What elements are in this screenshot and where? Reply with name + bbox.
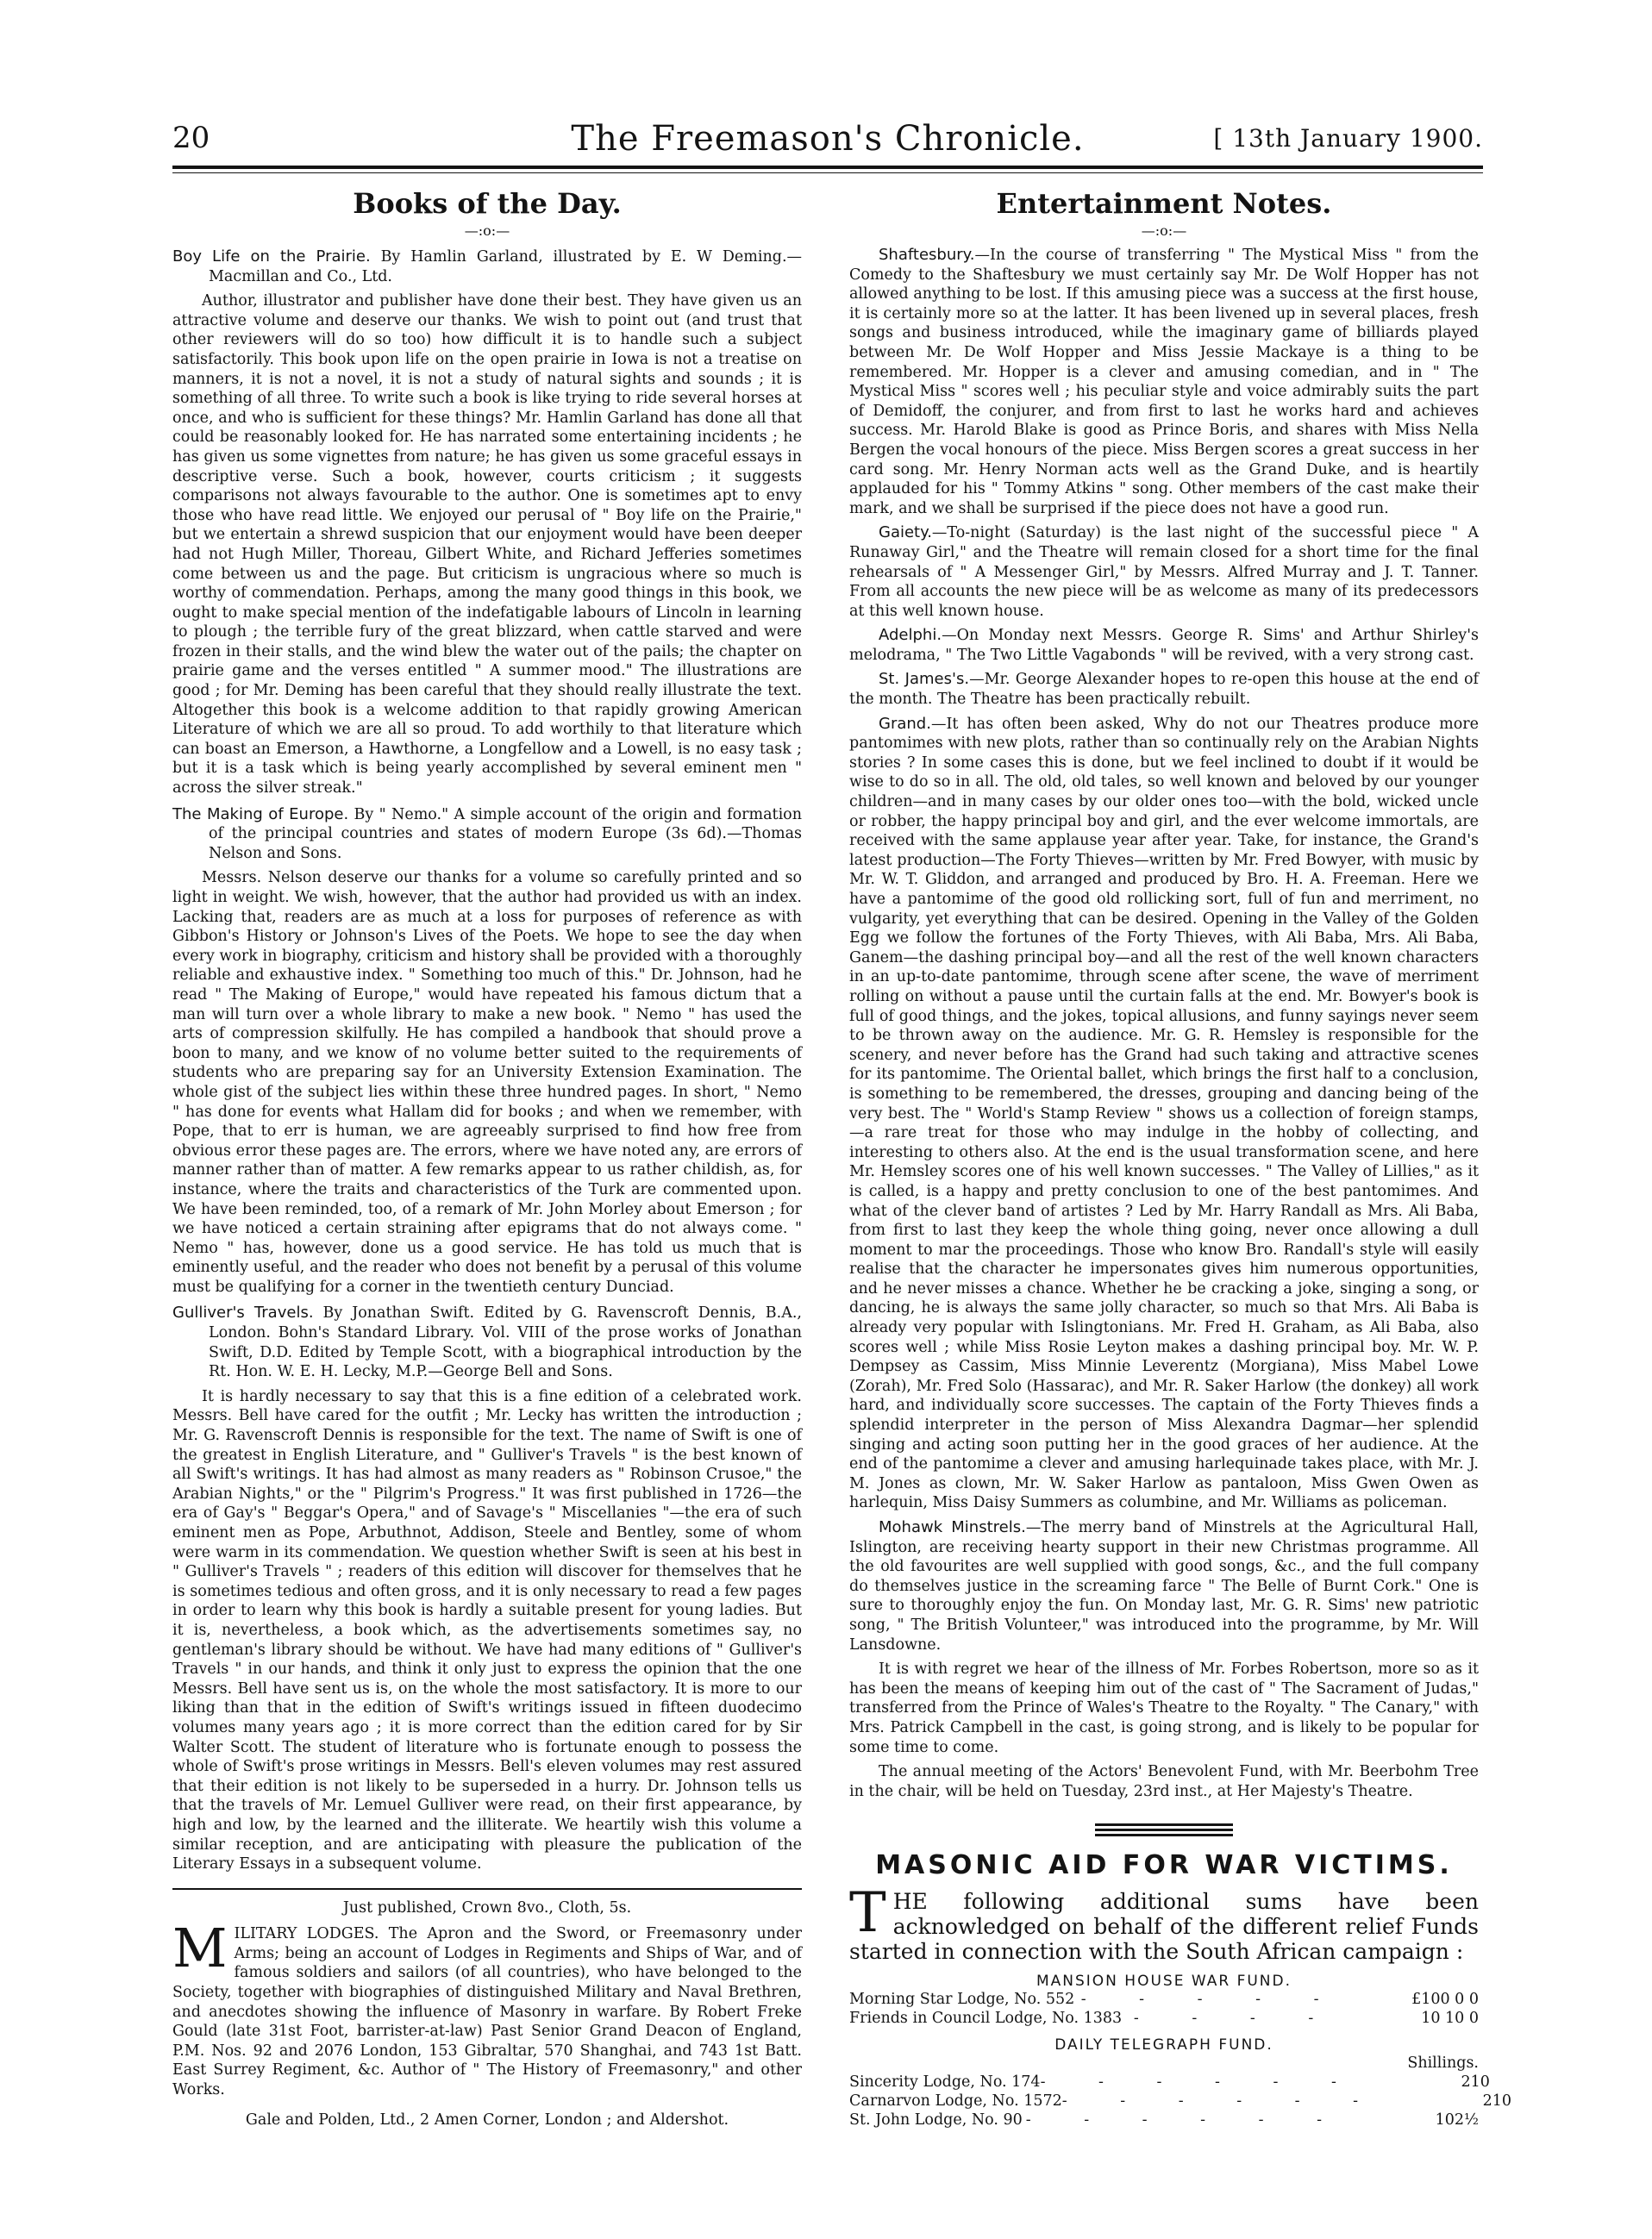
entertainment-heading: Entertainment Notes. xyxy=(996,187,1332,220)
books-separator: —:o:— xyxy=(464,222,510,239)
book-review: Author, illustrator and publisher have done their best. They have given us an attractive volume and deserve our thanks. We wish to point out (and trust that other reviewers will do so too) how difficult it is to handle such a subject satisfactorily. This book upon life on the open prairie in Iowa is not a treatise on manners, it is not a novel, it is not a study of natural sights and sounds ; it is something of all three. To write such a book is like trying to ride several horses at once, and who is sufficient for these things? Mr. Hamlin Garland has done all that could be reasonably looked for. He has narrated some entertaining incidents ; he has given us some vignettes from nature; he has given us some graceful essays in descriptive verse. Such a book, however, courts criticism ; it suggests comparisons not always favourable to the author. One is sometimes apt to envy those who have read little. We enjoyed our perusal of " Boy life on the Prairie," but we entertain a shrewd suspicion that our enjoyment would have been deeper had not Hugh Miller, Thoreau, Gilbert White, and Richard Jefferies sometimes come between us and the page. But criticism is ungracious where so much is worthy of commendation. Perhaps, among the many good things in this book, we ought to make special mention of the indefatigable labours of Lincoln in learning to plough ; the terrible fury of the great blizzard, when cattle starved and were frozen in their stalls, and the wind blew the water out of the pails; the chapter on prairie game and the verses entitled " A summer mood." The illustrations are good ; for Mr. Deming has been careful that they should really illustrate the text. Altogether this book is a welcome addition to that rapidly growing American Literature of which we are all so proud. To add worthily to that literature which can boast an Emerson, a Hawthorne, a Longfellow and a Lowell, is no easy task ; but it is a task which is being yearly accomplished by several eminent men " across the silver streak." xyxy=(172,292,802,797)
donation-amount: 210 xyxy=(1461,2073,1490,2092)
leader-dots: - - - - - - xyxy=(1040,2073,1361,2092)
donation-amount: 10 10 0 xyxy=(1421,2010,1479,2028)
theatre-note xyxy=(849,523,1479,621)
book-title: Gulliver's Travels. xyxy=(172,1304,314,1323)
fund-row xyxy=(849,2111,1479,2130)
masthead xyxy=(172,121,1483,164)
book-entry-head xyxy=(172,805,802,864)
advert-body xyxy=(172,1917,802,2099)
leader-dots: - - - - - - xyxy=(1061,2092,1383,2111)
theatre-name: Mohawk Minstrels. xyxy=(879,1518,1026,1536)
theatre-note-text: —Mr. George Alexander hopes to re-open this house at the end of the month. The Theatre has been practically rebuilt. xyxy=(849,671,1479,709)
theatre-note-text: —The merry band of Minstrels at the Agricultural Hall, Islington, are receiving hearty support in their new Christmas programme. All the old favourites are well supplied with good songs, &c., and the full company do themselves justice in the screaming farce " The Belle of Burnt Cork." One is sure to thoroughly enjoy the fun. On Monday last, Mr. G. R. Sims' new patriotic song, " The British Volunteer," was introduced into the programme, by Mr. Will Lansdowne. xyxy=(849,1519,1479,1654)
leader-dots: - - - - - xyxy=(1080,1991,1343,2009)
fund-name: DAILY TELEGRAPH FUND. xyxy=(1054,2036,1273,2055)
masthead-rule xyxy=(172,166,1483,169)
paper-title: The Freemason's Chronicle. xyxy=(571,119,1085,159)
advert-text: ILITARY LODGES. The Apron and the Sword, or Freemasonry under Arms; being an account of Lodges in Regiments and Ships of War, and of famous soldiers and sailors (of all countries), who have belonged to the Society, together with biographies of distinguished Military and Naval Brethren, and anecdotes showing the influence of Masonry in warfare. By Robert Freke Gould (late 31st Foot, barrister-at-law) Past Senior Grand Deacon of England, P.M. Nos. 92 and 2076 London, 153 Gibraltar, 570 Shanghai, and 743 1st Batt. East Surrey Regiment, &c. Author of " The History of Freemasonry," and other Works. xyxy=(172,1925,802,2099)
theatre-name: Adelphi. xyxy=(879,626,942,645)
left-column xyxy=(172,185,802,2130)
theatre-name: St. James's. xyxy=(879,670,970,689)
fund-units: Shillings. xyxy=(1407,2055,1479,2073)
book-title: The Making of Europe. xyxy=(172,804,349,823)
theatre-note xyxy=(849,715,1479,1513)
theatre-name: Gaiety. xyxy=(879,523,932,542)
donation-amount: 102½ xyxy=(1435,2111,1479,2130)
fund-row xyxy=(849,1990,1479,2009)
masonic-aid-title: MASONIC AID FOR WAR VICTIMS. xyxy=(875,1850,1453,1881)
theatre-note-text: —On Monday next Messrs. George R. Sims' and Arthur Shirley's melodrama, " The Two Little Vagabonds " will be revived, with a very strong cast. xyxy=(849,627,1479,664)
theatre-paragraph: It is with regret we hear of the illness of Mr. Forbes Robertson, more so as it has been the means of keeping him out of the cast of " The Sacrament of Judas," transferred from the Prince of Wales's Theatre to the Royalty. " The Canary," with Mrs. Patrick Campbell in the cast, is going strong, and is likely to be popular for some time to come. xyxy=(849,1660,1479,1756)
lodge-name: Carnarvon Lodge, No. 1572 xyxy=(849,2092,1062,2111)
books-heading: Books of the Day. xyxy=(353,187,622,220)
theatre-note-text: —It has often been asked, Why do not our Theatres produce more pantomimes with new plots, rather than so continually rely on the Arabian Nights stories ? In some cases this is done, but we feel inclined to doubt if it would be wise to do so in all. The old, old tales, so well known and beloved by our younger children—and in many cases by our older ones too—with the bold, wicked uncle or robber, the happy principal boy and girl, and the ever welcome immortals, are received with the same applause year after year. Take, for instance, the Grand's latest production—The Forty Thieves—written by Mr. Fred Bowyer, with music by Mr. W. T. Gliddon, and arranged and produced by Bro. H. A. Freeman. Here we have a pantomime of the good old rollicking sort, full of fun and merriment, no vulgarity, yet everything that can be desired. Opening in the Valley of the Golden Egg we follow the fortunes of the Forty Thieves, with Ali Baba, Mrs. Ali Baba, Ganem—the dashing principal boy—and all the rest of the well known characters in an up-to-date pantomime, through scene after scene, the wave of merriment rolling on without a pause until the curtain falls at the end. Mr. Bowyer's book is full of good things, and the jokes, topical allusions, and funny sayings never seem to be thrown away on the audience. Mr. G. R. Hemsley is responsible for the scenery, and never before has the Grand had such taking and attractive scenes for its pantomime. The Oriental ballet, which brings the first half to a conclusion, is something to be remembered, the dresses, grouping and dancing being of the very best. The " World's Stamp Review " shows us a collection of foreign stamps, —a rare treat for those who may indulge in the hobby of collecting, and interesting to others also. At the end is the usual transformation scene, and here Mr. Hemsley scores one of his well known successes. " The Valley of Lillies," as it is called, is a happy and pretty conclusion to one of the best pantomimes. And what of the clever band of artistes ? Led by Mr. Harry Randall as Mrs. Ali Baba, from first to last they keep the whole thing going, never once allowing a dull moment to mar the proceedings. Those who know Bro. Randall's style will easily realise that the character he impersonates gives him numerous opportunities, and he never misses a chance. Whether he be cracking a joke, singing a song, or dancing, he is always the same jolly character, so much so that Mrs. Ali Baba is already very popular with Islingtonians. Mr. Fred H. Graham, as Ali Baba, also scores well ; while Miss Rosie Leyton makes a dashing principal boy. Mr. W. P. Dempsey as Cassim, Miss Minnie Leverentz (Morgiana), Miss Mabel Lowe (Zorah), Mr. Fred Solo (Hassarac), and Mr. R. Saker Harlow (the donkey) all work hard, and individually score successes. The captain of the Forty Thieves finds a splendid interpreter in the person of Miss Alexandra Dagmar—her splendid singing and acting soon putting her in the good graces of her audience. At the end of the pantomime a clever and amusing harlequinade takes place, with Mr. J. M. Jones as clown, Mr. W. Saker Harlow as pantaloon, Miss Gwen Owen as harlequin, Miss Daisy Summers as columbine, and Mr. Williams as policeman. xyxy=(849,715,1479,1512)
book-entry-head xyxy=(172,247,802,286)
theatre-note-text: —To-night (Saturday) is the last night of the successful piece " A Runaway Girl," and the Theatre will remain closed for a short time for the final rehearsals of " A Messenger Girl," by Messrs. Alfred Murray and J. T. Tanner. From all accounts the new piece will be as welcome as many of its predecessors at this well known house. xyxy=(849,524,1479,620)
fund-row xyxy=(849,2073,1490,2092)
donation-amount: £100 0 0 xyxy=(1411,1991,1479,2009)
theatre-paragraph: The annual meeting of the Actors' Benevolent Fund, with Mr. Beerbohm Tree in the chair, will be held on Tuesday, 23rd inst., at Her Majesty's Theatre. xyxy=(849,1763,1479,1800)
advert-rule xyxy=(172,1888,802,1890)
lodge-name: Sincerity Lodge, No. 174 xyxy=(849,2073,1041,2092)
book-review: It is hardly necessary to say that this is a fine edition of a celebrated work. Messrs. Bell have cared for the outfit ; Mr. Lecky has written the introduction ; Mr. G. Ravenscroft Dennis is responsible for the text. The name of Swift is one of the greatest in English Literature, and " Gulliver's Travels " is the best known of all Swift's writings. It has had almost as many readers as " Robinson Crusoe," the Arabian Nights," or the " Pilgrim's Progress." It was first published in 1726—the era of Gay's " Beggar's Opera," and of Savage's " Miscellanies "—the era of such eminent men as Pope, Arbuthnot, Addison, Steele and Bentley, some of whom were warm in its commendation. We question whether Swift is seen at his best in " Gulliver's Travels " ; readers of this edition will discover for themselves that he is sometimes tedious and often gross, and it is only necessary to read a few pages in order to learn why this book is hardly a suitable present for young ladies. But it is, nevertheless, a book which, as the advertisements sometimes say, no gentleman's library should be without. We have had many editions of " Gulliver's Travels " in our hands, and think it only just to express the opinion that the one Messrs. Bell have sent us is, on the whole the most satisfactory. It is more to our liking than that in the edition of Swift's writings issued in fifteen duodecimo volumes many years ago ; it is more correct than the edition cared for by Sir Walter Scott. The student of literature who is fortunate enough to possess the whole of Swift's prose writings in Messrs. Bell's eleven volumes may rest assured that their edition is not likely to be superseded in a hurry. Dr. Johnson tells us that the travels of Mr. Lemuel Gulliver were read, on their first appearance, by high and low, by the learned and the illiterate. We heartily wish this volume a similar reception, and are anticipating with pleasure the publication of the Literary Essays in a subsequent volume. xyxy=(172,1387,802,1873)
theatre-note xyxy=(849,1518,1479,1654)
theatre-name: Grand. xyxy=(879,714,931,733)
book-details: By " Nemo." A simple account of the origin and formation of the principal countries and states of modern Europe (3s 6d).—Thomas Nelson and Sons. xyxy=(209,805,802,862)
book-details: By Hamlin Garland, illustrated by E. W Deming.—Macmillan and Co., Ltd. xyxy=(209,248,803,285)
fund-name: MANSION HOUSE WAR FUND. xyxy=(1036,1973,1292,1991)
theatre-note xyxy=(849,670,1479,709)
lodge-name: Morning Star Lodge, No. 552 xyxy=(849,1991,1075,2009)
fund-row xyxy=(849,2009,1479,2028)
theatre-note-text: —In the course of transferring " The Mystical Miss " from the Comedy to the Shaftesbury we must certainly say Mr. De Wolf Hopper has not allowed anything to be lost. If this amusing piece was a success at the first house, it is certainly more so at the latter. It has been livened up in several places, fresh songs and business introduced, while the imaginary game of billiards played between Mr. De Wolf Hopper and Miss Jessie Mackaye is a thing to be remembered. Mr. Hopper is a clever and amusing comedian, and in " The Mystical Miss " scores well ; his peculiar style and voice admirably suits the part of Demidoff, the conjurer, and from first to last he works hard and achieves success. Mr. Harold Blake is good as Prince Boris, and shares with Miss Nella Bergen the vocal honours of the piece. Miss Bergen scores a great success in her card song. Mr. Henry Norman acts well as the Grand Duke, and is heartily applauded for his " Tommy Atkins " song. Other members of the cast make their mark, and we shall be surprised if the piece does not have a good run. xyxy=(849,247,1479,517)
book-details: By Jonathan Swift. Edited by G. Ravenscroft Dennis, B.A., London. Bohn's Standard Library. Vol. VIII of the prose works of Jonathan Swift, D.D. Edited by Temple Scott, with a biographical introduction by the Rt. Hon. W. E. H. Lecky, M.P.—George Bell and Sons. xyxy=(209,1304,802,1381)
issue-date: [ 13th January 1900. xyxy=(1213,124,1483,153)
book-review: Messrs. Nelson deserve our thanks for a volume so carefully printed and so light in weight. We wish, however, that the author had provided us with an index. Lacking that, readers are as much at a loss for purposes of reference as with Gibbon's History or Johnson's Lives of the Poets. We hope to see the day when every work in biography, criticism and history shall be provided with a thoroughly reliable and exhaustive index. " Something too much of this." Dr. Johnson, had he read " The Making of Europe," would have repeated his famous dictum that a man will turn over a whole library to make a new book. " Nemo " has used the arts of compression skilfully. He has compiled a handbook that should prove a boon to many, and we know of no volume better suited to the requirements of students who are preparing say for an University Extension Examination. The whole gist of the subject lies within these three hundred pages. In short, " Nemo " has done for events what Hallam did for books ; and when we remember, with Pope, that to err is human, we are agreeably surprised to find how free from obvious error these pages are. The errors, where we have noted any, are errors of manner rather than of matter. A few remarks appear to us rather childish, as, for instance, where the traits and characteristics of the Turk are commented upon. We have been reminded, too, of a remark of Mr. John Morley about Emerson ; for we have noticed a certain straining after epigrams that do not always come. " Nemo " has, however, done us a good service. He has told us much that is eminently useful, and the reader who does not benefit by a perusal of this volume must be qualifying for a corner in the twentieth century Dunciad. xyxy=(172,869,802,1296)
right-column xyxy=(849,185,1512,2130)
entertainment-separator: —:o:— xyxy=(1141,222,1187,239)
book-entry-head xyxy=(172,1304,802,1381)
leader-dots: - - - - - - xyxy=(1025,2111,1347,2130)
book-title: Boy Life on the Prairie. xyxy=(172,247,371,266)
donation-amount: 210 xyxy=(1482,2092,1512,2111)
page-number: 20 xyxy=(172,121,210,155)
advert-publisher: Gale and Polden, Ltd., 2 Amen Corner, London ; and Aldershot. xyxy=(245,2111,729,2129)
theatre-name: Shaftesbury. xyxy=(879,246,975,264)
masonic-aid-intro xyxy=(849,1881,1479,1965)
theatre-note xyxy=(849,246,1479,518)
theatre-note xyxy=(849,626,1479,665)
fund-row xyxy=(849,2092,1512,2111)
advert-dropcap: M xyxy=(172,1917,228,1980)
section-ornament xyxy=(1095,1823,1233,1836)
lodge-name: Friends in Council Lodge, No. 1383 xyxy=(849,2010,1123,2028)
masthead-rule-thin xyxy=(172,172,1483,173)
leader-dots: - - - - xyxy=(1133,2010,1338,2028)
advert-announcement: Just published, Crown 8vo., Cloth, 5s. xyxy=(342,1898,632,1917)
lodge-name: St. John Lodge, No. 90 xyxy=(849,2111,1023,2130)
masonic-intro-text: HE following additional sums have been acknowledged on behalf of the different relief Funds started in connection with the South African campaign : xyxy=(849,1889,1479,1965)
masonic-dropcap: T xyxy=(849,1881,886,1946)
